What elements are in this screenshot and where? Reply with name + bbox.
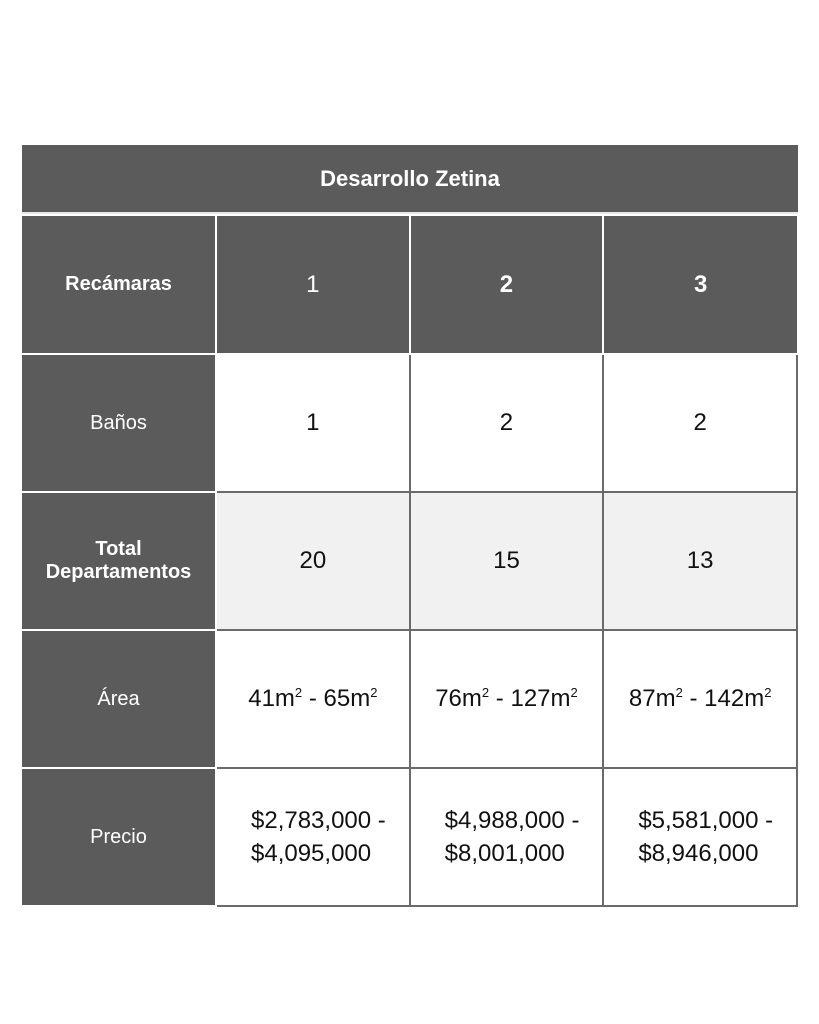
precio-value-1: [216, 768, 410, 906]
precio-3-line1: $5,581,000 -: [638, 807, 774, 834]
banos-value-1: 1: [216, 354, 410, 492]
total-value-3: 13: [603, 492, 797, 630]
table-row-area: [22, 630, 797, 768]
table-row-recamaras: [22, 216, 797, 354]
row-label-banos: Baños: [22, 354, 216, 492]
area-unit-exp: 2: [481, 685, 490, 700]
precio-2-line2: $8,001,000: [444, 840, 565, 867]
precio-2-line1: $4,988,000 -: [444, 807, 580, 834]
area-unit-exp: 2: [764, 685, 772, 700]
total-label-line1: Total: [95, 538, 142, 560]
table-row-banos: [22, 354, 797, 492]
area-unit-exp: 2: [570, 685, 578, 700]
row-label-precio: Precio: [22, 768, 216, 906]
total-value-2: 15: [410, 492, 604, 630]
area-unit: m: [655, 685, 676, 712]
area-unit-exp: 2: [370, 685, 378, 700]
table-row-total: [22, 492, 797, 630]
precio-1-line1: $2,783,000 -: [251, 807, 386, 834]
row-label-area: Área: [22, 630, 216, 768]
precio-3-line2: $8,946,000: [638, 840, 759, 867]
area-separator: -: [489, 685, 511, 712]
banos-value-3: 2: [603, 354, 797, 492]
recamaras-value-2: 2: [410, 216, 604, 354]
area-value-3: [603, 630, 797, 768]
area-unit: m: [744, 685, 765, 712]
precio-value-3: [603, 768, 797, 906]
banos-value-2: 2: [410, 354, 604, 492]
pricing-table-container: [22, 145, 798, 907]
row-label-total: [22, 492, 216, 630]
area-unit: m: [461, 685, 482, 712]
recamaras-value-3: 3: [603, 216, 797, 354]
table-title: Desarrollo Zetina: [22, 145, 798, 214]
area-min-3: 87: [628, 685, 656, 712]
area-separator: -: [302, 685, 324, 712]
recamaras-value-1: 1: [216, 216, 410, 354]
area-unit: m: [274, 685, 295, 712]
area-separator: -: [682, 685, 705, 712]
total-value-1: 20: [216, 492, 410, 630]
area-unit: m: [350, 685, 371, 712]
area-value-1: [216, 630, 410, 768]
area-max-2: 127: [510, 685, 551, 712]
area-min-2: 76: [435, 685, 462, 712]
area-unit-exp: 2: [675, 685, 683, 700]
area-max-3: 142: [704, 685, 745, 712]
area-unit: m: [550, 685, 571, 712]
precio-1-line2: $4,095,000: [251, 840, 372, 867]
table-row-precio: [22, 768, 797, 906]
area-value-2: [410, 630, 604, 768]
total-label-line2: Departamentos: [45, 561, 192, 583]
area-unit-exp: 2: [294, 685, 303, 700]
pricing-table: [22, 216, 798, 907]
area-max-1: 65: [323, 685, 351, 712]
area-min-1: 41: [248, 685, 275, 712]
row-label-recamaras: Recámaras: [22, 216, 216, 354]
precio-value-2: [410, 768, 604, 906]
